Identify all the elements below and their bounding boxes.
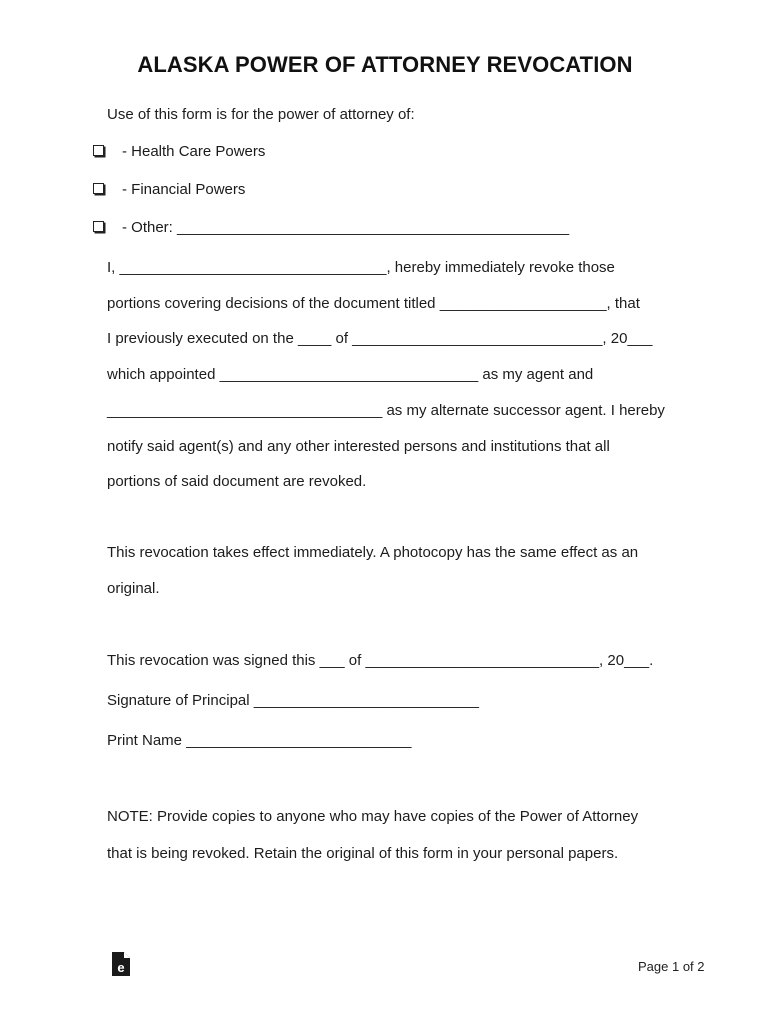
revocation-line-1: I, ________________________________, hereby immediately revoke those: [107, 259, 615, 276]
option-label: - Financial Powers: [122, 181, 246, 198]
checkbox-icon[interactable]: [93, 183, 104, 194]
print-name-line: Print Name ___________________________: [107, 732, 412, 749]
option-health-care[interactable]: [93, 142, 265, 162]
option-other[interactable]: [93, 218, 569, 238]
option-financial[interactable]: [93, 180, 245, 200]
signature-line: Signature of Principal ___________________________: [107, 692, 479, 709]
revocation-line-5: _________________________________ as my alternate successor agent. I hereby: [107, 402, 665, 419]
option-label: - Other: _______________________________________________: [122, 219, 570, 236]
option-label: - Health Care Powers: [122, 143, 266, 160]
note-line-2: that is being revoked. Retain the original of this form in your personal papers.: [107, 845, 619, 862]
effect-line-1: This revocation takes effect immediately. A photocopy has the same effect as an: [107, 544, 639, 561]
effect-line-2: original.: [107, 580, 160, 597]
eforms-logo-icon: [112, 952, 130, 981]
signed-date-line: This revocation was signed this ___ of ____________________________, 20___.: [107, 652, 654, 669]
revocation-line-4: which appointed _______________________________ as my agent and: [107, 366, 594, 383]
intro-text: Use of this form is for the power of attorney of:: [107, 106, 415, 123]
revocation-line-7: portions of said document are revoked.: [107, 473, 367, 490]
checkbox-icon[interactable]: [93, 145, 104, 156]
revocation-line-6: notify said agent(s) and any other interested persons and institutions that all: [107, 438, 610, 455]
checkbox-icon[interactable]: [93, 221, 104, 232]
revocation-line-3: I previously executed on the ____ of ______________________________, 20___: [107, 330, 653, 347]
page-number: Page 1 of 2: [638, 959, 705, 974]
document-title: ALASKA POWER OF ATTORNEY REVOCATION: [137, 52, 633, 77]
revocation-line-2: portions covering decisions of the document titled ____________________, that: [107, 295, 640, 312]
svg-text:e: e: [117, 960, 125, 975]
note-line-1: NOTE: Provide copies to anyone who may have copies of the Power of Attorney: [107, 808, 639, 825]
